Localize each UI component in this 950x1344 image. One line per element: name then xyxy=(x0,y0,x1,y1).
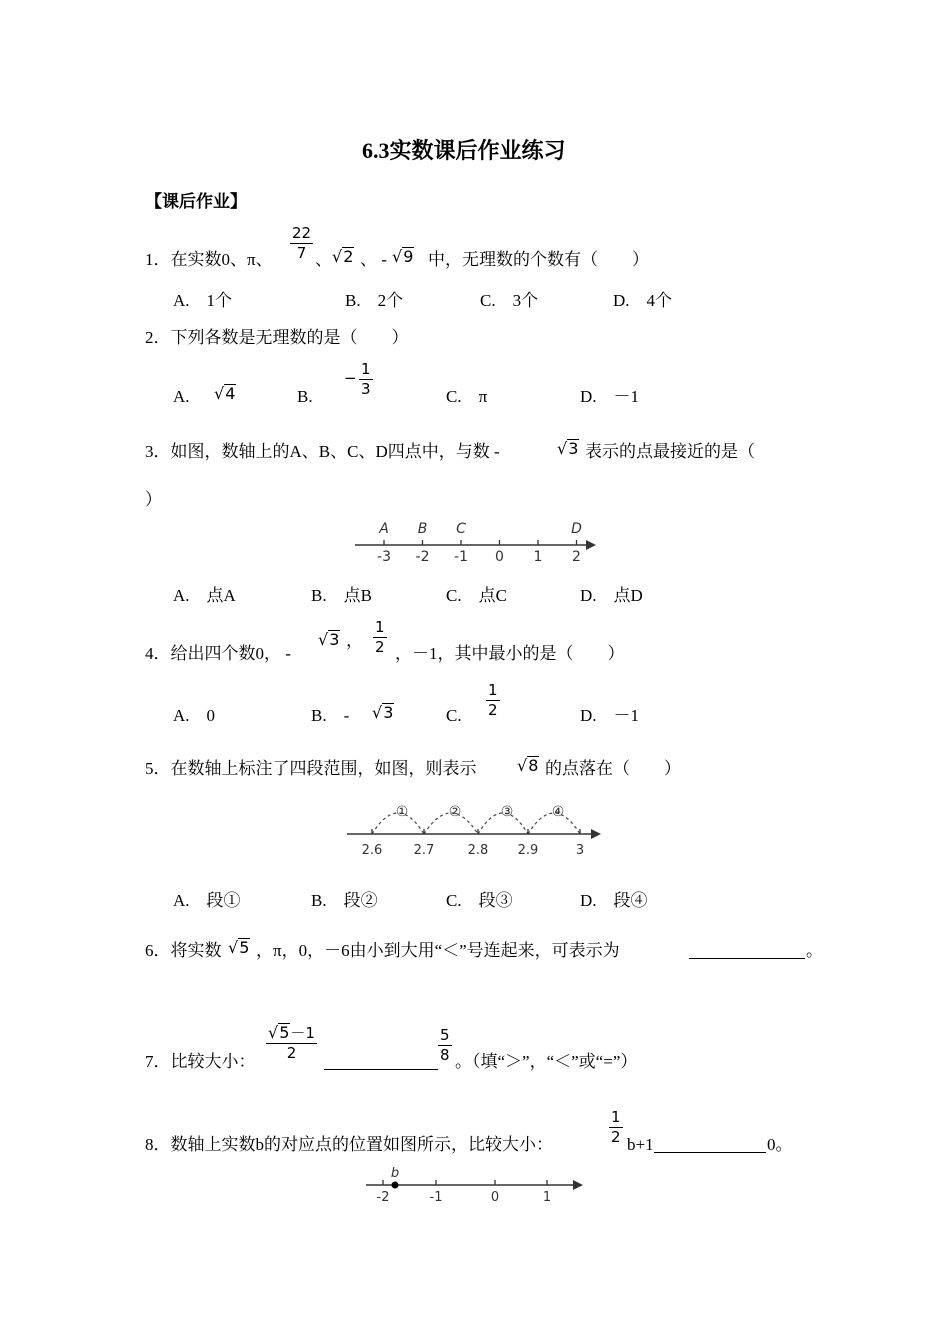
q1-frac-num: 22 xyxy=(292,224,312,242)
q3-line2: ） xyxy=(145,490,162,509)
q3-suffix: 表示的点最接近的是（ xyxy=(585,442,755,461)
q1-sep1: 、 xyxy=(315,250,332,269)
q8-fraction: 1 2 xyxy=(611,1108,621,1146)
q4-fraction: 1 2 xyxy=(375,618,385,656)
q7-answer-blank[interactable] xyxy=(324,1069,438,1070)
point-label: A xyxy=(379,521,389,537)
q1-sep2: 、 - xyxy=(360,250,387,269)
tick-label: -1 xyxy=(454,549,468,565)
tick-label: 2.6 xyxy=(361,843,383,858)
tick-label: -2 xyxy=(376,1190,390,1205)
q1-option-c: C. 3个 xyxy=(480,291,539,310)
q4-suffix: ，－1，其中最小的是（ ） xyxy=(395,644,625,663)
q2-option-d: D. －1 xyxy=(580,387,640,406)
tick-label: 2.8 xyxy=(467,843,489,858)
tick-label: 2 xyxy=(572,549,581,565)
tick-label: 2.9 xyxy=(517,843,539,858)
q2-option-b-sign: − xyxy=(344,369,357,387)
point-label: D xyxy=(571,521,582,537)
axis-arrow xyxy=(586,540,596,550)
q8-prefix: 8．数轴上实数b的对应点的位置如图所示，比较大小： xyxy=(145,1135,553,1154)
q6-suffix: ，π，0，－6由小到大用“＜”号连起来，可表示为 xyxy=(256,941,620,960)
q4-option-c-fraction: 1 2 xyxy=(488,681,498,719)
q6-end: 。 xyxy=(806,941,823,960)
tick-label: 0 xyxy=(495,549,504,565)
q1-suffix: 中，无理数的个数有（ ） xyxy=(428,250,649,269)
q5-option-b: B. 段② xyxy=(311,891,378,910)
tick-label: -3 xyxy=(377,549,391,565)
q3-option-d: D. 点D xyxy=(580,586,643,605)
q2-option-b-label: B. xyxy=(297,387,313,406)
q1-option-a: A. 1个 xyxy=(173,291,233,310)
point-label: C xyxy=(456,521,466,537)
q4-prefix: 4．给出四个数0， - xyxy=(145,644,291,663)
point-b-label: b xyxy=(390,1166,400,1181)
q1-frac-den: 7 xyxy=(296,244,307,262)
q4-option-b-sqrt: √3 xyxy=(372,703,394,722)
q8-answer-blank[interactable] xyxy=(654,1152,766,1153)
q7-prefix: 7．比较大小： xyxy=(145,1052,256,1071)
q3-prefix: 3．如图，数轴上的A、B、C、D四点中，与数 - xyxy=(145,442,500,461)
q1-sqrt2: √2 xyxy=(332,247,354,266)
segment-label: ③ xyxy=(500,804,514,820)
segment-label: ① xyxy=(395,804,409,820)
q2-option-b-fraction: 1 3 xyxy=(361,360,371,398)
q3-option-a: A. 点A xyxy=(173,586,236,605)
q1-prefix: 1．在实数0、π、 xyxy=(145,250,273,269)
point-b-dot xyxy=(392,1182,399,1189)
q2-stem: 2．下列各数是无理数的是（ ） xyxy=(145,328,409,347)
q8-number-line xyxy=(362,1165,588,1207)
q5-option-d: D. 段④ xyxy=(580,891,648,910)
q7-fraction-1: √5－1 2 xyxy=(268,1023,315,1062)
q3-option-c: C. 点C xyxy=(446,586,507,605)
q3-number-line xyxy=(350,515,600,565)
tick-label: 1 xyxy=(542,1190,552,1205)
tick-label: 2.7 xyxy=(413,843,435,858)
point-label: B xyxy=(417,521,428,537)
q2-option-a-sqrt: √4 xyxy=(214,384,236,403)
tick-label: 0 xyxy=(490,1190,500,1205)
q8-suffix: 0。 xyxy=(767,1135,793,1154)
q7-fraction-2: 5 8 xyxy=(440,1026,450,1064)
q5-sqrt: √8 xyxy=(517,756,539,775)
page-title: 6.3实数课后作业练习 xyxy=(362,138,566,163)
q4-sqrt: √3 xyxy=(318,630,340,649)
segment-label: ④ xyxy=(551,804,565,820)
tick-label: 1 xyxy=(533,549,543,565)
segment-label: ② xyxy=(448,804,462,820)
q1-option-d: D. 4个 xyxy=(613,291,673,310)
q5-option-c: C. 段③ xyxy=(446,891,513,910)
tick-label: -2 xyxy=(415,549,430,565)
q4-option-a: A. 0 xyxy=(173,706,216,725)
q4-option-d: D. －1 xyxy=(580,706,640,725)
q4-comma: ， xyxy=(346,631,363,650)
axis-arrow xyxy=(573,1180,583,1190)
q4-option-b-label: B. - xyxy=(311,706,350,725)
q7-suffix: 。（填“＞”，“＜”或“=”） xyxy=(455,1052,638,1071)
q5-number-line xyxy=(343,796,605,862)
q3-option-b: B. 点B xyxy=(311,586,372,605)
q3-sqrt: √3 xyxy=(557,439,579,458)
q5-prefix: 5．在数轴上标注了四段范围，如图，则表示 xyxy=(145,759,477,778)
q5-suffix: 的点落在（ ） xyxy=(545,759,681,778)
q6-sqrt: √5 xyxy=(228,938,250,957)
q1-sqrt9: √9 xyxy=(392,247,414,266)
q4-option-c-label: C. xyxy=(446,706,462,725)
q2-option-a-label: A. xyxy=(173,387,190,406)
q5-option-a: A. 段① xyxy=(173,891,241,910)
section-heading: 【课后作业】 xyxy=(145,192,247,211)
axis-arrow xyxy=(591,829,601,839)
q1-option-b: B. 2个 xyxy=(345,291,404,310)
q1-fraction xyxy=(290,226,313,261)
q6-answer-blank[interactable] xyxy=(689,958,805,959)
tick-label: 3 xyxy=(575,843,585,858)
q6-prefix: 6．将实数 xyxy=(145,941,222,960)
tick-label: -1 xyxy=(429,1190,443,1205)
q8-expr: b+1 xyxy=(627,1135,654,1154)
q2-option-c: C. π xyxy=(446,387,488,406)
